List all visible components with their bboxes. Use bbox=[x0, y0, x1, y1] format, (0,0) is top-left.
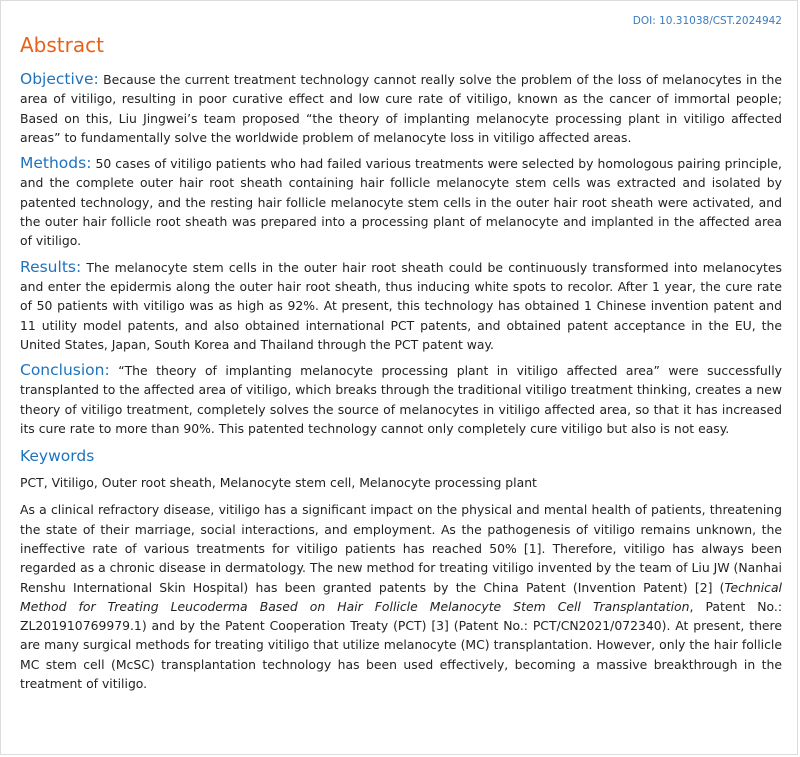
abstract-objective bbox=[20, 70, 782, 147]
keywords-list: PCT, Vitiligo, Outer root sheath, Melanocyte stem cell, Melanocyte processing plant bbox=[20, 475, 537, 491]
keywords-heading: Keywords bbox=[20, 447, 95, 466]
abstract-methods bbox=[20, 154, 782, 250]
objective-label: Objective: bbox=[20, 70, 99, 88]
objective-text: Because the current treatment technology cannot really solve the problem of the loss of melanocytes in the area of vitiligo, resulting in poor curative effect and low cure rate of vitiligo, known as the cancer of immortal people; Based on this, Liu Jingwei’s team proposed “the theory of implanting melanocyte processing plant in vitiligo affected areas” to fundamentally solve the worldwide problem of melanocyte loss in vitiligo affected areas. bbox=[20, 72, 782, 145]
abstract-results bbox=[20, 258, 782, 354]
intro-text-part2: , Patent No.: ZL201910769979.1) and by the Patent Cooperation Treaty (PCT) [3] (Patent No.: PCT/CN2021/072340). At present, there are many surgical methods for treating vitiligo that utilize melanocyte (MC) transplantation. However, only the hair follicle MC stem cell (McSC) transplantation technology has been used effectively, becoming a massive breakthrough in the treatment of vitiligo. bbox=[20, 598, 782, 692]
intro-text-part1: As a clinical refractory disease, vitiligo has a significant impact on the physical and mental health of patients, threatening the state of their marriage, social interactions, and employment. As the pathogenesis of vitiligo remains unknown, the ineffective rate of various treatments for vitiligo patients has reached 50% [1]. Therefore, vitiligo has always been regarded as a chronic disease in dermatology. The new method for treating vitiligo invented by the team of Liu JW (Nanhai Renshu International Skin Hospital) has been granted patents by the China Patent (Invention Patent) [2] ( bbox=[20, 502, 782, 595]
introduction-paragraph bbox=[20, 500, 782, 693]
conclusion-text: “The theory of implanting melanocyte processing plant in vitiligo affected area” were successfully transplanted to the affected area of vitiligo, which breaks through the traditional vitiligo treatment thinking, creates a new theory of vitiligo treatment, completely solves the source of melanocytes in vitiligo affected area, so that it has increased its cure rate to more than 90%. This patented technology cannot only completely cure vitiligo but also is not easy. bbox=[20, 363, 782, 437]
patent-title: Technical Method for Treating Leucoderma Based on Hair Follicle Melanocyte Stem Cell Transplantation bbox=[20, 579, 782, 614]
results-text: The melanocyte stem cells in the outer hair root sheath could be continuously transformed into melanocytes and enter the epidermis along the outer hair root sheath, thus inducing white spots to recolor. After 1 year, the cure rate of 50 patients with vitiligo was as high as 92%. At present, this technology has obtained 1 Chinese invention patent and 11 utility model patents, and also obtained international PCT patents, and obtained patent acceptance in the EU, the United States, Japan, South Korea and Thailand through the PCT patent way. bbox=[20, 259, 782, 352]
conclusion-label: Conclusion: bbox=[20, 361, 110, 380]
doi-link[interactable]: DOI: 10.31038/CST.2024942 bbox=[632, 15, 782, 27]
abstract-conclusion bbox=[20, 361, 782, 438]
methods-text: 50 cases of vitiligo patients who had failed various treatments were selected by homologous pairing principle, and the complete outer hair root sheath containing hair follicle melanocyte stem cells was extracted and isolated by patented technology, and the resting hair follicle melanocyte stem cells in the outer hair root sheath were activated, and the outer hair follicle root sheath was prepared into a processing plant of melanocyte and implanted in the affected area of vitiligo. bbox=[20, 156, 782, 249]
abstract-heading: Abstract bbox=[20, 33, 104, 57]
results-label: Results: bbox=[20, 257, 82, 276]
methods-label: Methods: bbox=[20, 154, 92, 173]
article-content bbox=[20, 8, 782, 693]
